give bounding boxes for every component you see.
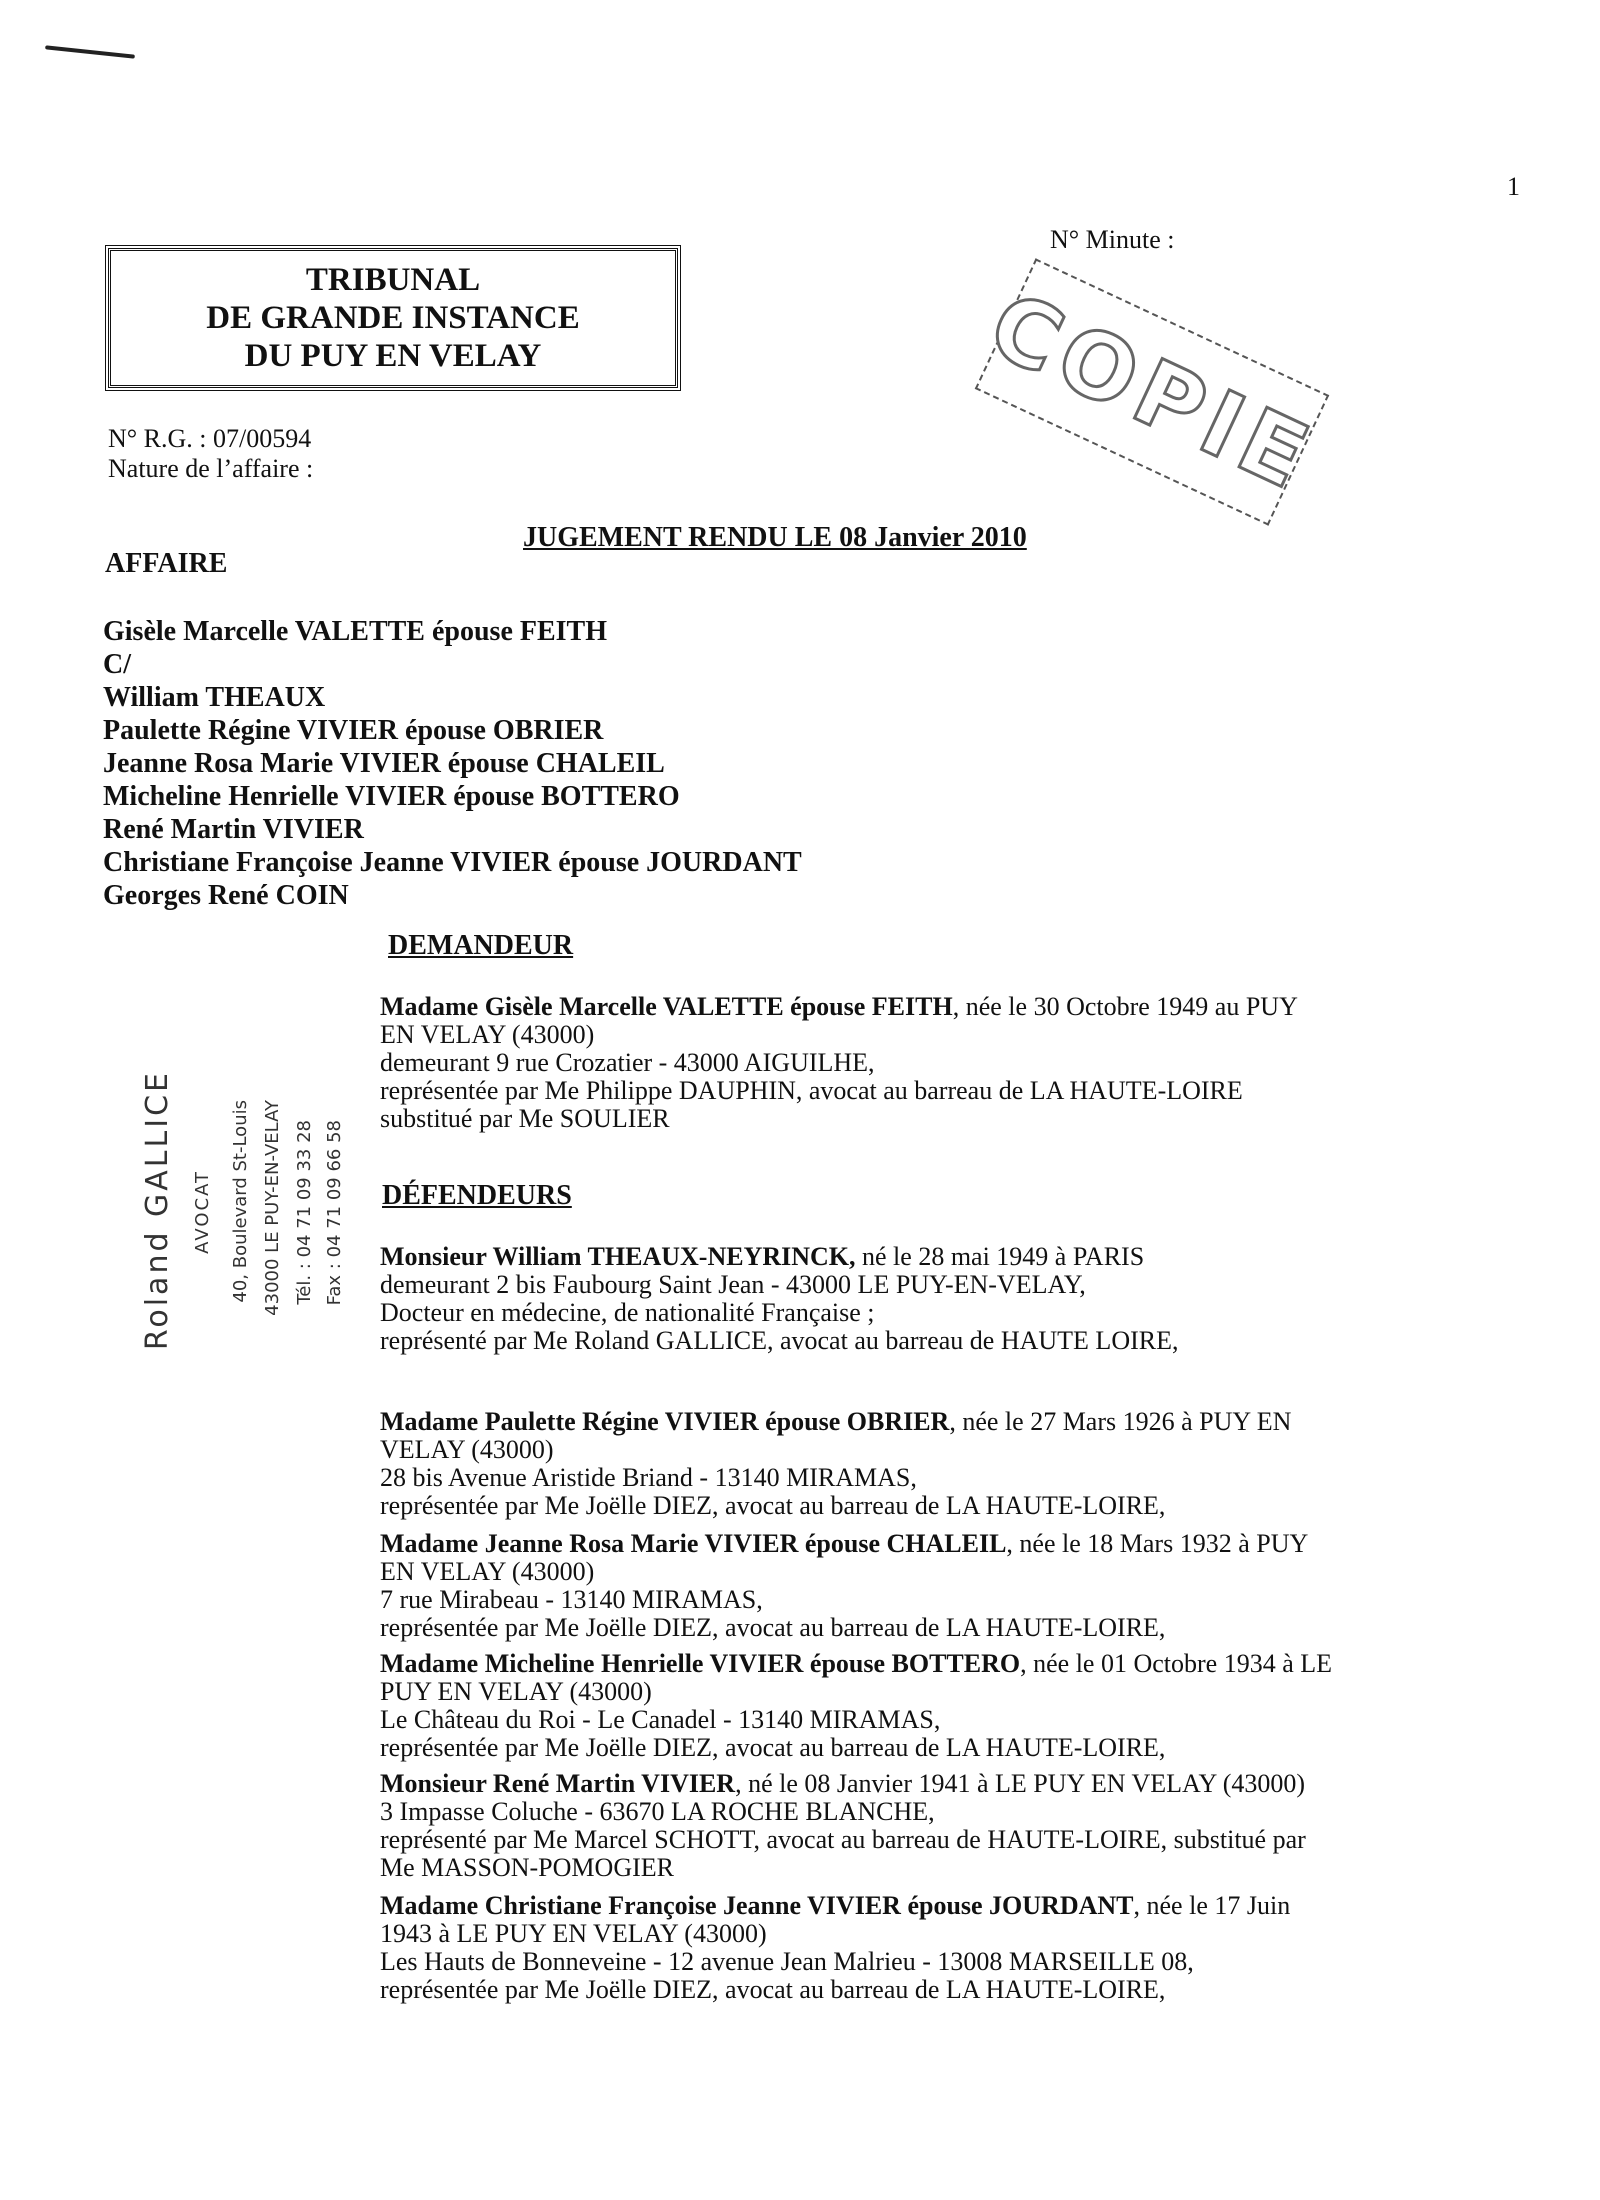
defendeur-entry [380,1530,1308,1642]
party-line: Gisèle Marcelle VALETTE épouse FEITH [103,616,608,647]
party-detail: EN VELAY (43000) [380,1557,595,1586]
party-detail: 28 bis Avenue Aristide Briand - 13140 MIRAMAS, [380,1463,917,1492]
lawyer-stamp-fax: Fax : 04 71 09 66 58 [324,1120,345,1306]
case-reference [108,424,313,484]
party-detail: demeurant 9 rue Crozatier - 43000 AIGUILHE, [380,1048,875,1077]
defendeur-entry [380,1892,1290,2004]
lawyer-stamp-tel: Tél. : 04 71 09 33 28 [294,1120,315,1305]
party-detail: 1943 à LE PUY EN VELAY (43000) [380,1919,767,1948]
court-header-box [108,248,678,388]
party-detail: Me MASSON-POMOGIER [380,1853,674,1882]
court-line-1: TRIBUNAL [305,262,481,298]
lawyer-stamp-city: 43000 LE PUY-EN-VELAY [262,1100,283,1316]
party-detail: Docteur en médecine, de nationalité Française ; [380,1298,875,1327]
party-name: Monsieur William THEAUX-NEYRINCK, [380,1242,856,1271]
party-line: Jeanne Rosa Marie VIVIER épouse CHALEIL [103,748,665,779]
party-detail: représentée par Me Philippe DAUPHIN, avocat au barreau de LA HAUTE-LOIRE [380,1076,1243,1105]
nature-affaire: Nature de l’affaire : [108,454,314,483]
defendeurs-heading: DÉFENDEURS [382,1180,572,1211]
party-birth: , née le 27 Mars 1926 à PUY EN [949,1407,1292,1436]
court-line-3: DU PUY EN VELAY [244,338,542,374]
defendeur-entry [380,1408,1291,1520]
lawyer-stamp-name: Roland GALLICE [140,1070,175,1351]
party-line: Paulette Régine VIVIER épouse OBRIER [103,715,604,746]
party-detail: représentée par Me Joëlle DIEZ, avocat au barreau de LA HAUTE-LOIRE, [380,1733,1166,1762]
party-line: William THEAUX [103,682,326,713]
parties-list [103,615,802,912]
lawyer-stamp-address: 40, Boulevard St-Louis [230,1100,251,1303]
minute-label: N° Minute : [1050,225,1175,254]
court-line-2: DE GRANDE INSTANCE [206,300,580,336]
scan-pen-mark [45,45,135,58]
party-detail: demeurant 2 bis Faubourg Saint Jean - 43000 LE PUY-EN-VELAY, [380,1270,1086,1299]
party-detail: Les Hauts de Bonneveine - 12 avenue Jean Malrieu - 13008 MARSEILLE 08, [380,1947,1194,1976]
party-line: Georges René COIN [103,880,349,911]
defendeur-entry [380,1770,1306,1882]
party-detail: représentée par Me Joëlle DIEZ, avocat au barreau de LA HAUTE-LOIRE, [380,1491,1166,1520]
party-detail: 7 rue Mirabeau - 13140 MIRAMAS, [380,1585,763,1614]
party-name: Madame Jeanne Rosa Marie VIVIER épouse CHALEIL [380,1529,1007,1558]
party-detail: PUY EN VELAY (43000) [380,1677,652,1706]
defendeur-entry [380,1650,1332,1762]
party-birth: , né le 08 Janvier 1941 à LE PUY EN VELAY (43000) [735,1769,1306,1798]
party-detail: représentée par Me Joëlle DIEZ, avocat au barreau de LA HAUTE-LOIRE, [380,1613,1166,1642]
party-detail: représentée par Me Joëlle DIEZ, avocat au barreau de LA HAUTE-LOIRE, [380,1975,1166,2004]
party-detail: représenté par Me Marcel SCHOTT, avocat au barreau de HAUTE-LOIRE, substitué par [380,1825,1306,1854]
party-detail: substitué par Me SOULIER [380,1104,670,1133]
party-detail: 3 Impasse Coluche - 63670 LA ROCHE BLANCHE, [380,1797,935,1826]
party-detail: EN VELAY (43000) [380,1020,595,1049]
lawyer-stamp [140,1070,350,1410]
party-line: C/ [103,649,131,680]
demandeur-heading: DEMANDEUR [388,930,574,961]
party-line: Christiane Françoise Jeanne VIVIER épouse JOURDANT [103,847,802,878]
party-detail: VELAY (43000) [380,1435,554,1464]
party-name: Madame Christiane Françoise Jeanne VIVIER épouse JOURDANT [380,1891,1134,1920]
rg-number: N° R.G. : 07/00594 [108,424,312,453]
party-detail: Le Château du Roi - Le Canadel - 13140 MIRAMAS, [380,1705,941,1734]
affaire-label: AFFAIRE [105,548,228,579]
party-birth: , née le 18 Mars 1932 à PUY [1006,1529,1309,1558]
copie-stamp [975,258,1330,525]
party-detail: représenté par Me Roland GALLICE, avocat au barreau de HAUTE LOIRE, [380,1326,1179,1355]
party-birth: , née le 01 Octobre 1934 à LE [1020,1649,1333,1678]
lawyer-stamp-title: AVOCAT [192,1170,213,1254]
judgment-title: JUGEMENT RENDU LE 08 Janvier 2010 [523,522,1027,553]
party-name: Madame Paulette Régine VIVIER épouse OBRIER [380,1407,950,1436]
party-birth: , née le 30 Octobre 1949 au PUY [952,992,1298,1021]
party-name: Madame Micheline Henrielle VIVIER épouse BOTTERO [380,1649,1021,1678]
party-name: Monsieur René Martin VIVIER [380,1769,736,1798]
party-birth: né le 28 mai 1949 à PARIS [855,1242,1145,1271]
party-line: René Martin VIVIER [103,814,364,845]
demandeur-entry [380,993,1298,1133]
party-line: Micheline Henrielle VIVIER épouse BOTTERO [103,781,680,812]
defendeur-entry [380,1243,1178,1355]
page-number: 1 [1507,172,1520,201]
copie-stamp-text: COPIE [974,271,1330,513]
party-name: Madame Gisèle Marcelle VALETTE épouse FEITH [380,992,953,1021]
party-birth: , née le 17 Juin [1133,1891,1291,1920]
